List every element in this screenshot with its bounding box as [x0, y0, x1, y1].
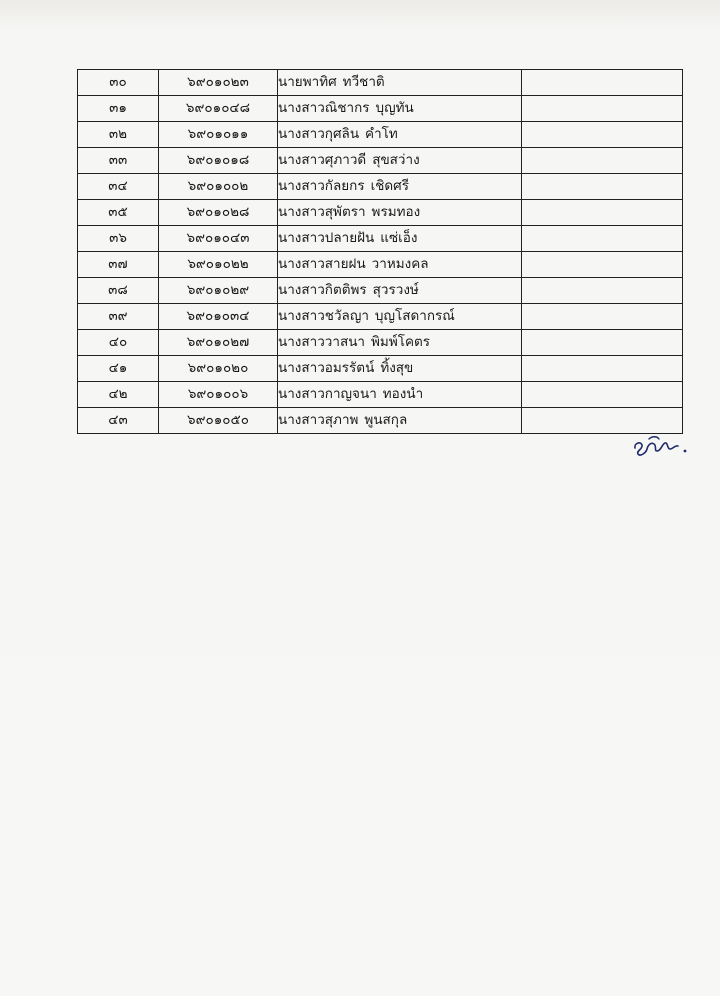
first-name: นางสาวกาญจนา: [278, 386, 377, 402]
student-id: ๖๙๐๑๐๕๐: [159, 408, 278, 434]
student-id: ๖๙๐๑๐๒๒: [159, 252, 278, 278]
table-row: [78, 200, 683, 226]
row-number: ๓๓: [78, 148, 159, 174]
first-name: นายพาทิศ: [278, 74, 337, 90]
row-number: ๓๗: [78, 252, 159, 278]
first-name: นางสาวกุศลิน: [278, 126, 360, 142]
table-row: [78, 70, 683, 96]
student-name: [278, 278, 522, 304]
blank-cell: [522, 252, 683, 278]
student-name: [278, 356, 522, 382]
blank-cell: [522, 70, 683, 96]
student-id: ๖๙๐๑๐๒๗: [159, 330, 278, 356]
blank-cell: [522, 148, 683, 174]
last-name: บุญโสดากรณ์: [374, 308, 455, 324]
student-name: [278, 122, 522, 148]
row-number: ๓๑: [78, 96, 159, 122]
first-name: นางสาวสุพัตรา: [278, 204, 366, 220]
student-name: [278, 408, 522, 434]
last-name: ทวีชาติ: [342, 74, 385, 90]
row-number: ๔๐: [78, 330, 159, 356]
roster-body: [78, 70, 683, 434]
student-id: ๖๙๐๑๐๔๓: [159, 226, 278, 252]
row-number: ๓๔: [78, 174, 159, 200]
blank-cell: [522, 356, 683, 382]
row-number: ๓๐: [78, 70, 159, 96]
signature-stroke: [635, 443, 678, 455]
first-name: นางสาวสายฝน: [278, 256, 366, 272]
table-row: [78, 382, 683, 408]
last-name: พรมทอง: [371, 204, 421, 220]
first-name: นางสาวศุภาวดี: [278, 152, 367, 168]
student-name: [278, 70, 522, 96]
row-number: ๓๖: [78, 226, 159, 252]
row-number: ๓๘: [78, 278, 159, 304]
row-number: ๓๒: [78, 122, 159, 148]
first-name: นางสาวสุภาพ: [278, 412, 359, 428]
row-number: ๔๒: [78, 382, 159, 408]
student-id: ๖๙๐๑๐๒๘: [159, 200, 278, 226]
student-id: ๖๙๐๑๐๒๙: [159, 278, 278, 304]
handwritten-signature: [632, 432, 692, 458]
first-name: นางสาวณิชากร: [278, 100, 370, 116]
student-name: [278, 148, 522, 174]
blank-cell: [522, 304, 683, 330]
blank-cell: [522, 96, 683, 122]
last-name: ทองนำ: [382, 386, 424, 402]
last-name: สุวรวงษ์: [372, 282, 419, 298]
student-id: ๖๙๐๑๐๐๖: [159, 382, 278, 408]
last-name: สุขสว่าง: [372, 152, 420, 168]
student-id: ๖๙๐๑๐๓๔: [159, 304, 278, 330]
first-name: นางสาวกัลยกร: [278, 178, 365, 194]
blank-cell: [522, 122, 683, 148]
blank-cell: [522, 278, 683, 304]
student-name: [278, 200, 522, 226]
student-id: ๖๙๐๑๐๐๒: [159, 174, 278, 200]
first-name: นางสาวชวัลญา: [278, 308, 369, 324]
first-name: นางสาววาสนา: [278, 334, 366, 350]
last-name: ทิ้งสุข: [380, 360, 414, 376]
table-row: [78, 96, 683, 122]
table-row: [78, 226, 683, 252]
student-name: [278, 96, 522, 122]
table-row: [78, 408, 683, 434]
student-name: [278, 330, 522, 356]
blank-cell: [522, 226, 683, 252]
signature-dot: [684, 450, 687, 453]
row-number: ๔๑: [78, 356, 159, 382]
blank-cell: [522, 174, 683, 200]
last-name: เชิดศรี: [370, 178, 409, 194]
last-name: บุญทัน: [375, 100, 414, 116]
last-name: วาหมงคล: [371, 256, 429, 272]
student-id: ๖๙๐๑๐๑๘: [159, 148, 278, 174]
table-row: [78, 356, 683, 382]
table-row: [78, 304, 683, 330]
table-row: [78, 174, 683, 200]
student-name: [278, 304, 522, 330]
first-name: นางสาวกิตติพร: [278, 282, 367, 298]
student-id: ๖๙๐๑๐๒๓: [159, 70, 278, 96]
table-row: [78, 148, 683, 174]
blank-cell: [522, 408, 683, 434]
last-name: แซ่เอ็ง: [380, 230, 418, 246]
table-row: [78, 252, 683, 278]
row-number: ๓๕: [78, 200, 159, 226]
last-name: พิมพ์โคตร: [371, 334, 431, 350]
student-name: [278, 252, 522, 278]
student-roster-table: [77, 69, 683, 434]
blank-cell: [522, 200, 683, 226]
last-name: คำโท: [365, 126, 398, 142]
table-row: [78, 278, 683, 304]
row-number: ๔๓: [78, 408, 159, 434]
table-row: [78, 330, 683, 356]
row-number: ๓๙: [78, 304, 159, 330]
student-name: [278, 226, 522, 252]
student-name: [278, 174, 522, 200]
student-id: ๖๙๐๑๐๒๐: [159, 356, 278, 382]
last-name: พูนสกุล: [364, 412, 408, 428]
signature-stroke: [649, 437, 659, 439]
table-row: [78, 122, 683, 148]
student-name: [278, 382, 522, 408]
student-id: ๖๙๐๑๐๑๑: [159, 122, 278, 148]
first-name: นางสาวอมรรัตน์: [278, 360, 375, 376]
blank-cell: [522, 382, 683, 408]
student-id: ๖๙๐๑๐๔๘: [159, 96, 278, 122]
first-name: นางสาวปลายฝัน: [278, 230, 375, 246]
blank-cell: [522, 330, 683, 356]
